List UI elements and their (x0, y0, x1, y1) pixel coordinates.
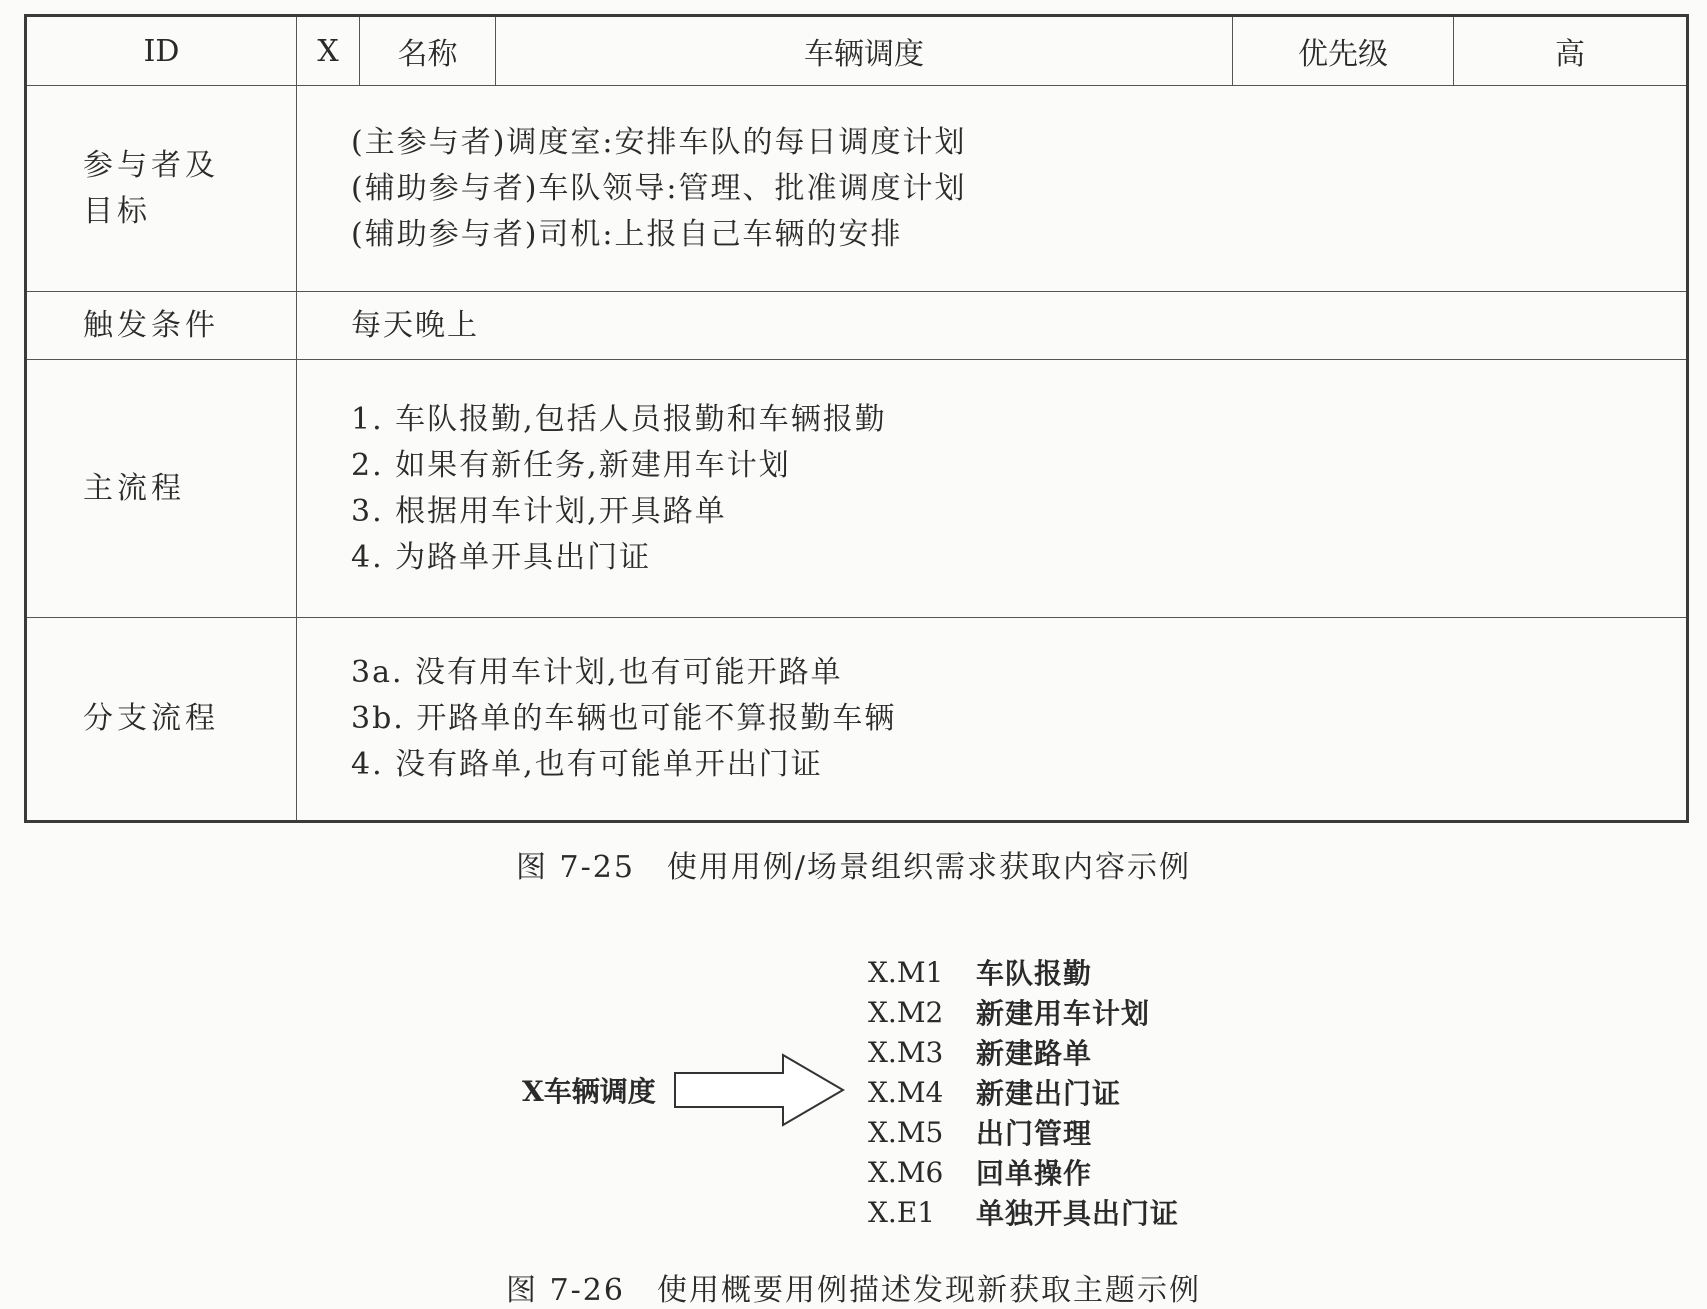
content-line: (辅助参与者)司机:上报自己车辆的安排 (351, 216, 903, 252)
list-item (868, 952, 1179, 992)
item-name: 单独开具出门证 (976, 1197, 1180, 1230)
use-case-table (24, 14, 1689, 823)
item-code: X.E1 (868, 1195, 936, 1229)
list-item (868, 992, 1179, 1032)
content-line: 3a. 没有用车计划,也有可能开路单 (351, 655, 843, 690)
arrow-icon (673, 1053, 851, 1127)
list-item (868, 1072, 1179, 1112)
item-name: 新建出门证 (976, 1077, 1122, 1110)
actors-label (26, 86, 297, 292)
main-flow-content (297, 360, 1688, 618)
priority-label: 优先级 (1233, 16, 1454, 86)
content-line: 2. 如果有新任务,新建用车计划 (351, 447, 791, 483)
content-line: 每天晚上 (351, 307, 479, 343)
item-name: 车队报勤 (976, 957, 1093, 990)
actors-label-line: 目标 (83, 193, 151, 229)
figure-caption-7-25: 图 7-25 使用用例/场景组织需求获取内容示例 (515, 850, 1192, 885)
id-value: X (297, 16, 360, 86)
id-label: ID (26, 16, 297, 86)
trigger-label: 触发条件 (26, 292, 297, 360)
list-item (868, 1032, 1179, 1072)
item-name: 回单操作 (976, 1157, 1093, 1190)
actors-label-line: 参与者及 (83, 147, 219, 183)
list-item (868, 1152, 1179, 1192)
content-line: (辅助参与者)车队领导:管理、批准调度计划 (351, 170, 967, 206)
item-code: X.M6 (868, 1155, 944, 1189)
content-line: 3. 根据用车计划,开具路单 (351, 493, 727, 529)
item-name: 出门管理 (976, 1117, 1093, 1150)
priority-value: 高 (1454, 16, 1688, 86)
item-code: X.M1 (868, 955, 944, 989)
item-name: 新建路单 (976, 1037, 1093, 1070)
name-value: 车辆调度 (496, 16, 1233, 86)
branch-flow-content (297, 618, 1688, 822)
content-line: 3b. 开路单的车辆也可能不算报勤车辆 (351, 701, 897, 736)
main-flow-label: 主流程 (26, 360, 297, 618)
content-line: 1. 车队报勤,包括人员报勤和车辆报勤 (351, 401, 887, 437)
table-header-row (26, 16, 1688, 86)
diagram-item-list (868, 952, 1179, 1232)
trigger-row (26, 292, 1688, 360)
item-code: X.M2 (868, 995, 944, 1029)
main-flow-row (26, 360, 1688, 618)
item-code: X.M3 (868, 1035, 944, 1069)
figure-caption-7-26: 图 7-26 使用概要用例描述发现新获取主题示例 (506, 1273, 1201, 1308)
branch-flow-row (26, 618, 1688, 822)
name-label: 名称 (360, 16, 496, 86)
branch-flow-label: 分支流程 (26, 618, 297, 822)
list-item (868, 1112, 1179, 1152)
item-name: 新建用车计划 (976, 997, 1151, 1030)
item-code: X.M4 (868, 1075, 944, 1109)
actors-content (297, 86, 1688, 292)
item-code: X.M5 (868, 1115, 944, 1149)
actors-row (26, 86, 1688, 292)
content-line: 4. 没有路单,也有可能单开出门证 (351, 747, 823, 782)
trigger-content (297, 292, 1688, 360)
content-line: (主参与者)调度室:安排车队的每日调度计划 (351, 124, 967, 160)
content-line: 4. 为路单开具出门证 (351, 539, 652, 575)
list-item (868, 1192, 1179, 1232)
diagram-source-label: X车辆调度 (522, 1075, 656, 1108)
